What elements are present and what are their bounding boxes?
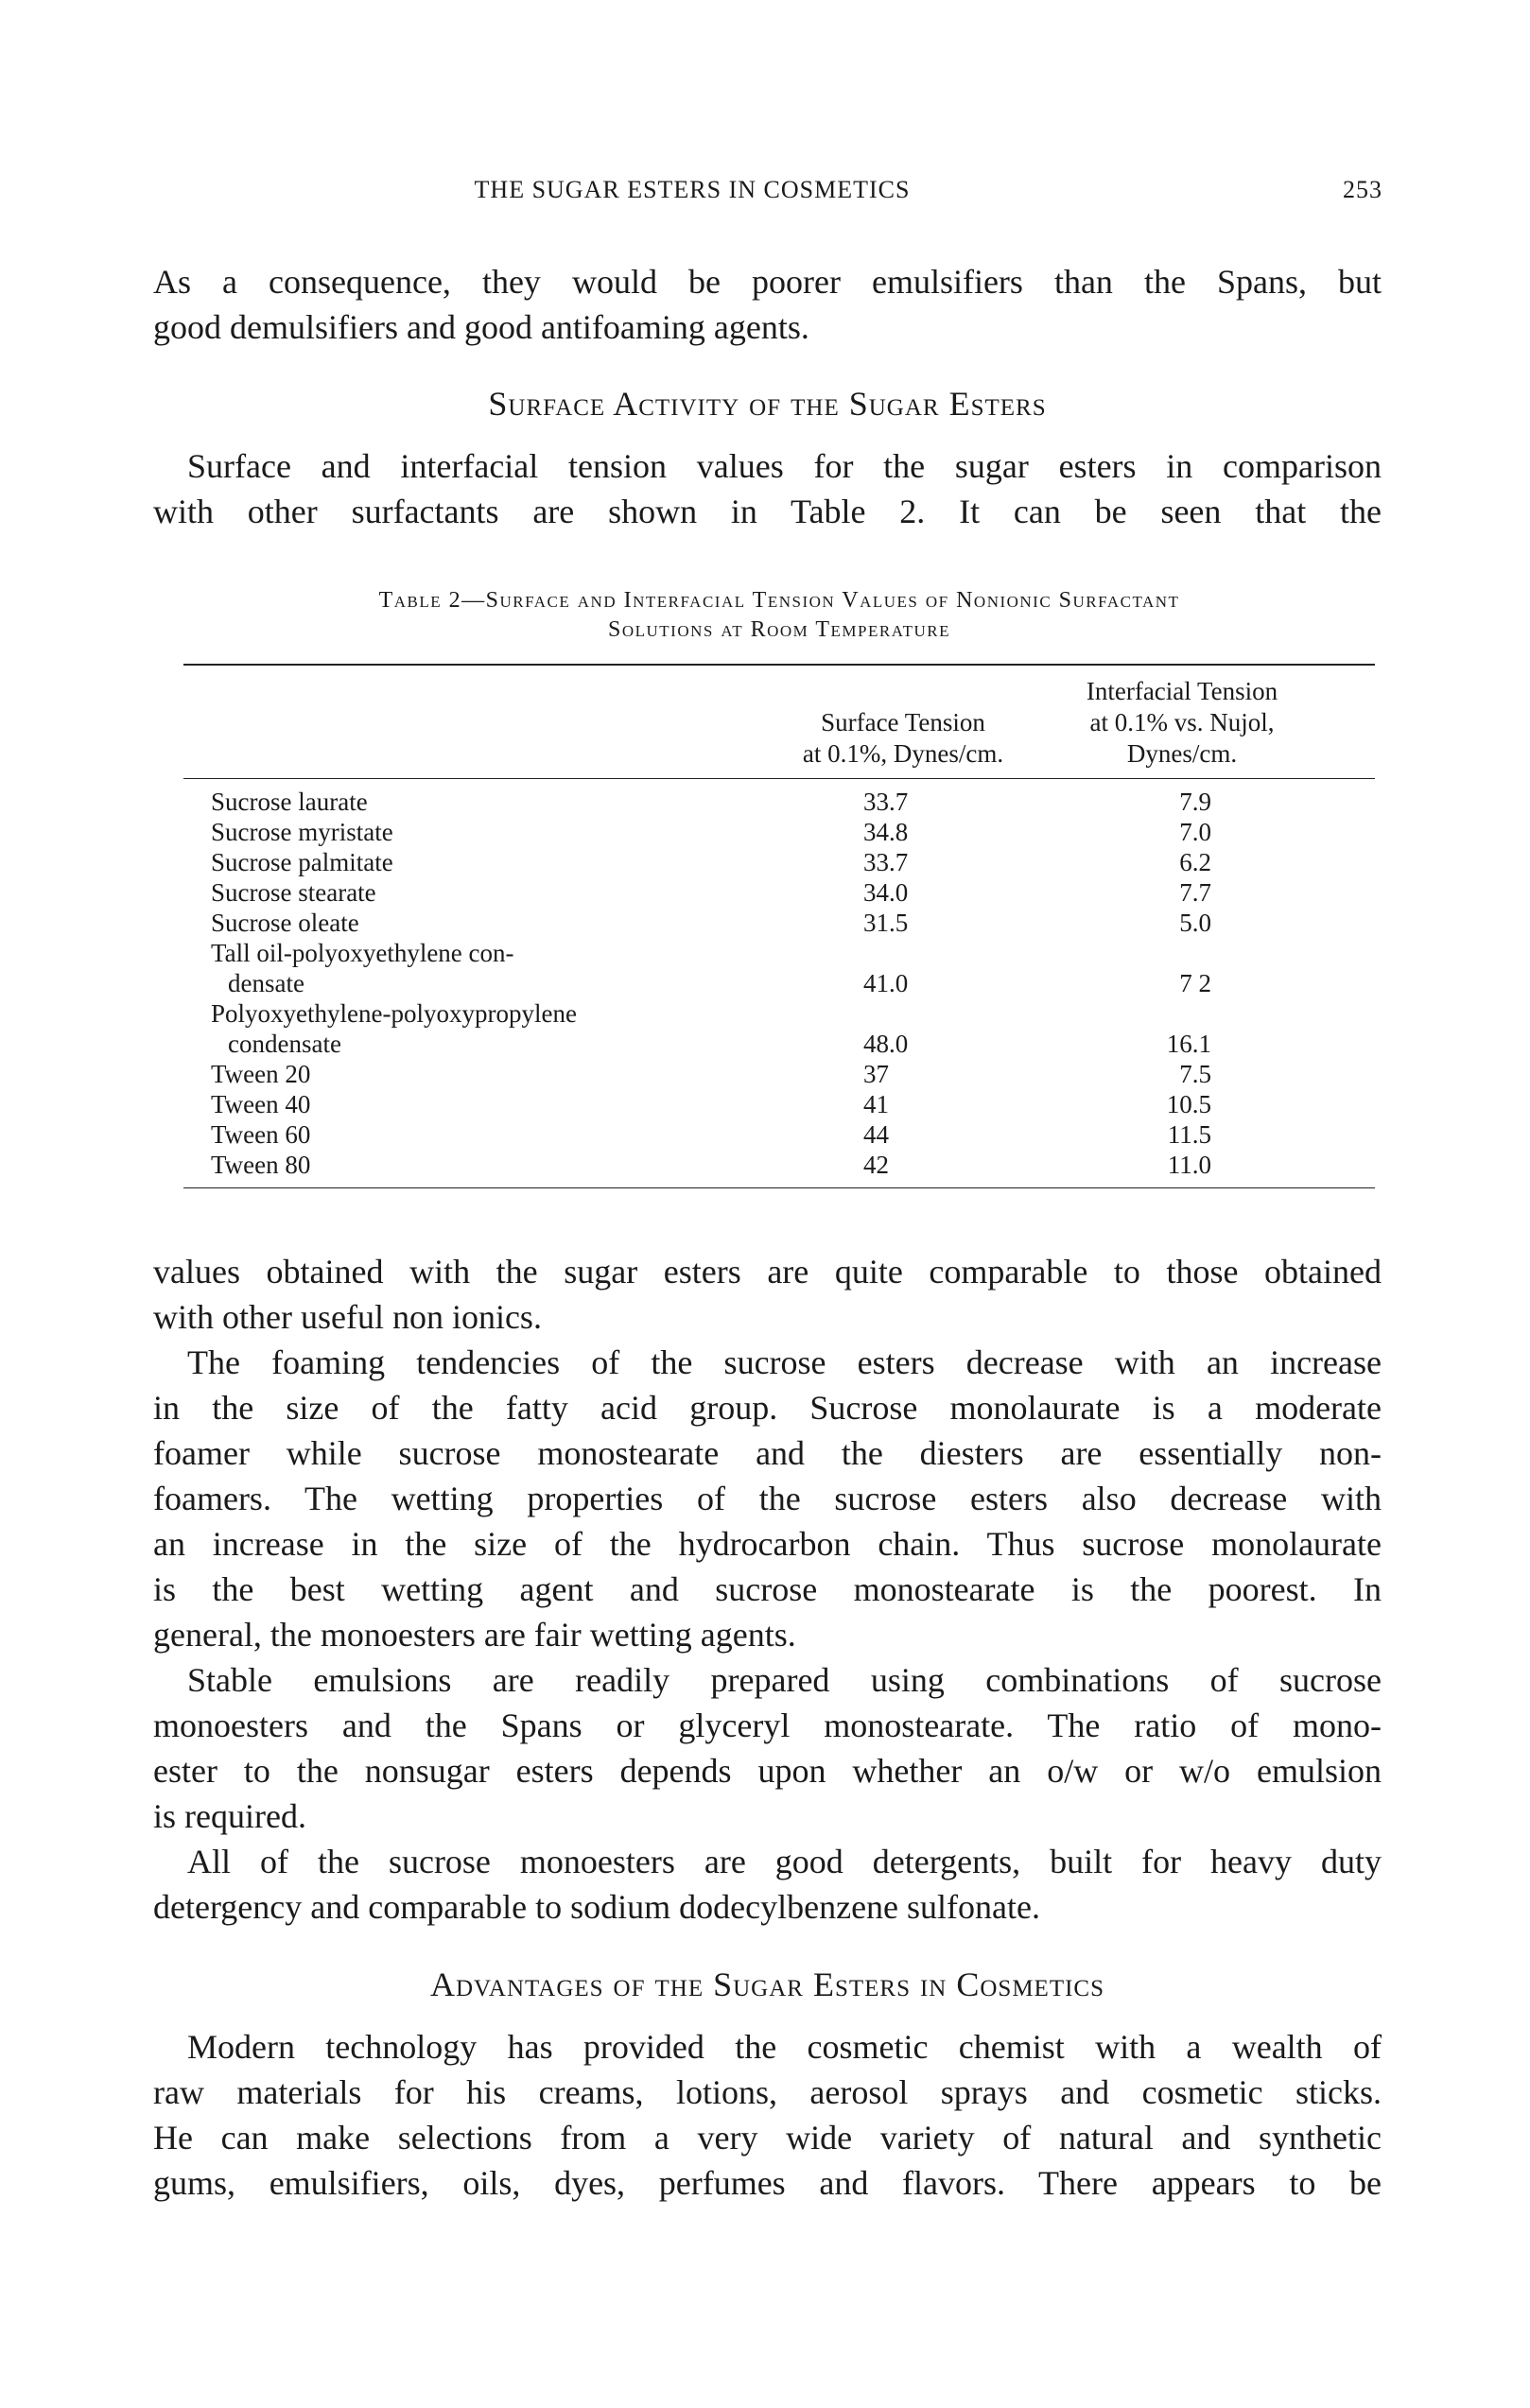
text-line: foamer while sucrose monostearate and the diesters are essentially non-: [153, 1434, 1382, 1472]
table-row-continuation: [211, 968, 1251, 998]
table-row: [211, 1150, 1251, 1180]
row-label: Tween 80: [211, 1151, 311, 1179]
text-line: gums, emulsifiers, oils, dyes, perfumes and flavors. There appears to be: [153, 2164, 1382, 2202]
column-header-interfacial-tension: [1050, 676, 1314, 770]
table-row: [211, 1089, 1251, 1119]
table-title-line: Solutions at Room Temperature: [608, 617, 950, 642]
text-line: foamers. The wetting properties of the sucrose esters also decrease with: [153, 1480, 1382, 1517]
text-line: monoesters and the Spans or glyceryl monostearate. The ratio of mono-: [153, 1706, 1382, 1744]
interfacial-tension-value: 7.5: [1179, 1060, 1211, 1088]
table-title: [183, 586, 1375, 645]
text-line: values obtained with the sugar esters are quite comparable to those obtained: [153, 1253, 1382, 1291]
row-label: densate: [228, 969, 304, 997]
row-label: Tween 60: [211, 1120, 311, 1149]
text-line: in the size of the fatty acid group. Sucrose monolaurate is a moderate: [153, 1389, 1382, 1427]
paragraph-surface: [153, 443, 1382, 534]
table-row: [211, 908, 1251, 938]
text-line: general, the monoesters are fair wetting agents.: [153, 1616, 796, 1654]
interfacial-tension-value: 11.5: [1167, 1120, 1211, 1149]
text-line: ester to the nonsugar esters depends upon whether an o/w or w/o emulsion: [153, 1752, 1382, 1790]
header-line: Dynes/cm.: [1126, 739, 1238, 768]
text-line: All of the sucrose monoesters are good detergents, built for heavy duty: [187, 1843, 1382, 1880]
table-header-rule: [183, 778, 1375, 779]
text-line: The foaming tendencies of the sucrose esters decrease with an increase: [187, 1343, 1382, 1381]
text-line: Modern technology has provided the cosmetic chemist with a wealth of: [187, 2028, 1382, 2066]
column-header-surface-tension: [771, 707, 1035, 770]
table-row-continuation: [211, 1029, 1251, 1059]
surface-tension-value: 33.7: [863, 788, 909, 816]
paragraph-advantages: [153, 2024, 1382, 2206]
table-bottom-rule: [183, 1187, 1375, 1188]
surface-tension-value: 41.0: [863, 969, 909, 997]
interfacial-tension-value: 10.5: [1166, 1090, 1211, 1118]
surface-tension-value: 37: [863, 1060, 889, 1088]
table-row: [211, 877, 1251, 908]
header-line: at 0.1% vs. Nujol,: [1089, 708, 1275, 736]
body-paragraphs: [153, 1249, 1382, 1930]
interfacial-tension-value: 7.7: [1179, 878, 1211, 907]
row-label: Sucrose laurate: [211, 788, 368, 816]
interfacial-tension-value: 7.0: [1179, 818, 1211, 846]
surface-tension-value: 31.5: [863, 909, 909, 937]
running-title: THE SUGAR ESTERS IN COSMETICS: [474, 176, 911, 203]
table-title-line: Table 2—Surface and Interfacial Tension Values of Nonionic Surfactant: [378, 588, 1180, 613]
row-label: Tween 40: [211, 1090, 311, 1118]
text-line: with other useful non ionics.: [153, 1298, 542, 1336]
table-row: [211, 998, 1251, 1029]
header-line: at 0.1%, Dynes/cm.: [802, 739, 1004, 768]
row-label: Tall oil-polyoxyethylene con-: [211, 939, 514, 967]
row-label: Sucrose myristate: [211, 818, 393, 846]
text-line: good demulsifiers and good antifoaming agents.: [153, 308, 809, 346]
text-line: Surface and interfacial tension values for the sugar esters in comparison: [187, 447, 1382, 485]
page-number: 253: [1343, 176, 1382, 203]
table-row: [211, 1119, 1251, 1150]
row-label: Sucrose palmitate: [211, 848, 393, 876]
text-line: is required.: [153, 1797, 306, 1835]
text-line: Stable emulsions are readily prepared using combinations of sucrose: [187, 1661, 1382, 1699]
row-label: condensate: [228, 1030, 341, 1058]
surface-tension-value: 33.7: [863, 848, 909, 876]
header-line: Interfacial Tension: [1086, 677, 1278, 705]
row-label: Tween 20: [211, 1060, 311, 1088]
table-top-rule: [183, 664, 1375, 666]
paragraph-intro: [153, 259, 1382, 350]
row-label: Sucrose stearate: [211, 878, 376, 907]
surface-tension-value: 44: [863, 1120, 889, 1149]
text-line: with other surfactants are shown in Table 2. It can be seen that the: [153, 493, 1382, 530]
interfacial-tension-value: 7.9: [1179, 788, 1211, 816]
surface-tension-value: 34.8: [863, 818, 909, 846]
table-row: [211, 817, 1251, 847]
interfacial-tension-value: 7 2: [1179, 969, 1211, 997]
interfacial-tension-value: 16.1: [1166, 1030, 1211, 1058]
section-heading-surface-activity: Surface Activity of the Sugar Esters: [488, 385, 1047, 423]
table-row: [211, 938, 1251, 968]
text-line: is the best wetting agent and sucrose monostearate is the poorest. In: [153, 1570, 1382, 1608]
text-line: detergency and comparable to sodium dodecylbenzene sulfonate.: [153, 1888, 1040, 1926]
text-line: an increase in the size of the hydrocarbon chain. Thus sucrose monolaurate: [153, 1525, 1382, 1563]
header-line: Surface Tension: [821, 708, 985, 736]
section-heading-advantages: Advantages of the Sugar Esters in Cosmetics: [430, 1966, 1104, 2003]
table-row: [211, 787, 1251, 817]
surface-tension-value: 42: [863, 1151, 889, 1179]
surface-tension-value: 41: [863, 1090, 889, 1118]
row-label: Polyoxyethylene-polyoxypropylene: [211, 999, 577, 1028]
text-line: As a consequence, they would be poorer emulsifiers than the Spans, but: [153, 263, 1382, 301]
interfacial-tension-value: 6.2: [1179, 848, 1211, 876]
interfacial-tension-value: 5.0: [1179, 909, 1211, 937]
surface-tension-value: 48.0: [863, 1030, 909, 1058]
interfacial-tension-value: 11.0: [1167, 1151, 1211, 1179]
surface-tension-value: 34.0: [863, 878, 909, 907]
text-line: He can make selections from a very wide variety of natural and synthetic: [153, 2119, 1382, 2157]
text-line: raw materials for his creams, lotions, aerosol sprays and cosmetic sticks.: [153, 2073, 1382, 2111]
row-label: Sucrose oleate: [211, 909, 359, 937]
table-row: [211, 847, 1251, 877]
table-row: [211, 1059, 1251, 1089]
